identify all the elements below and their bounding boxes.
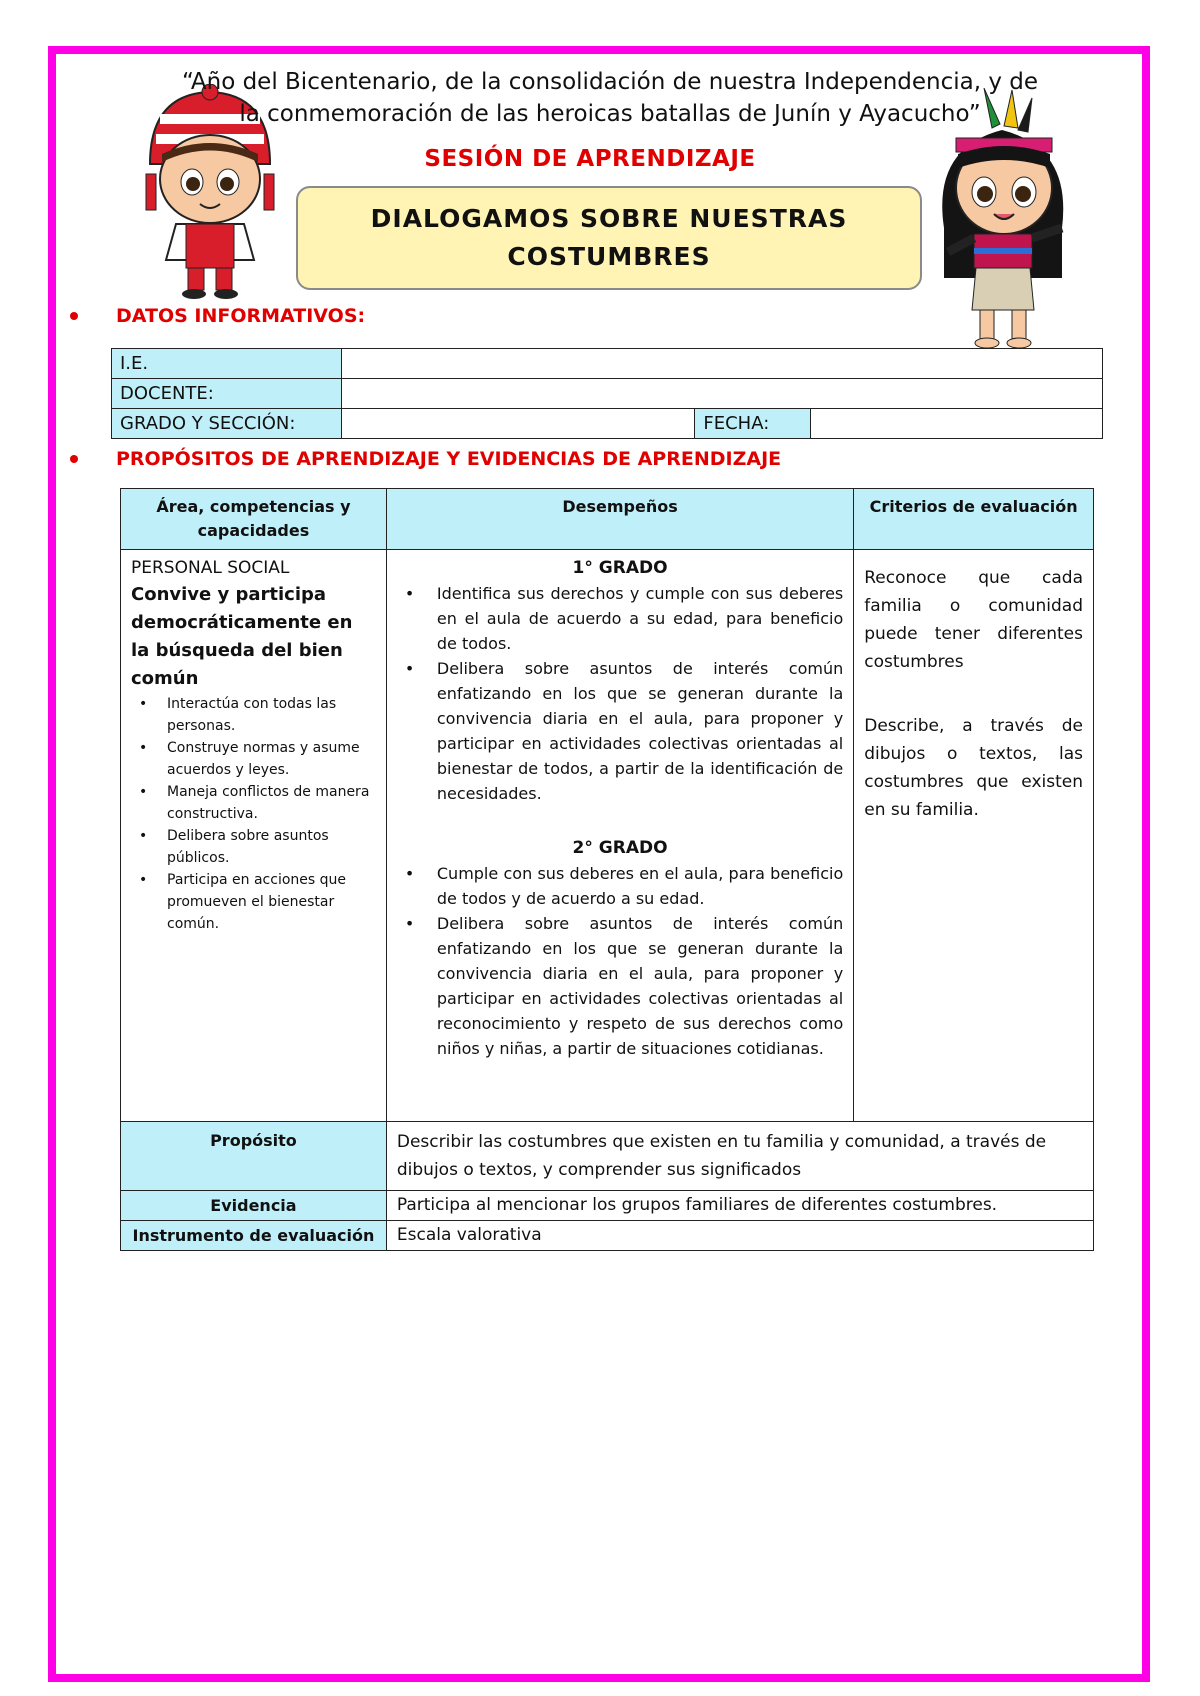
col-header-desempenos: Desempeños — [386, 489, 853, 550]
grado-field[interactable] — [341, 409, 695, 439]
datos-heading-text: DATOS INFORMATIVOS: — [116, 305, 366, 327]
propositos-heading-text: PROPÓSITOS DE APRENDIZAJE Y EVIDENCIAS DE APRENDIZAJE — [116, 448, 782, 470]
evidencia-text: Participa al mencionar los grupos familiares de diferentes costumbres. — [386, 1191, 1093, 1221]
ie-field[interactable] — [341, 349, 1102, 379]
area-cell — [121, 550, 387, 1122]
col-header-criterios: Criterios de evaluación — [854, 489, 1094, 550]
list-item: • Maneja conflictos de manera constructiva. — [131, 781, 376, 825]
list-item: • Delibera sobre asuntos de interés común enfatizando en los que se generan durante la convivencia diaria en el aula, para proponer y participar en actividades colectivas orientadas al reconocimiento y respeto de sus derechos como niños y niñas, a partir de situaciones cotidianas. — [397, 911, 843, 1061]
list-item: • Delibera sobre asuntos públicos. — [131, 825, 376, 869]
datos-heading — [70, 305, 365, 327]
competencia-name: Convive y participa democráticamente en la búsqueda del bien común — [131, 584, 353, 689]
criterio-1: Reconoce que cada familia o comunidad puede tener diferentes costumbres — [864, 568, 1083, 672]
motto-line-1: “Año del Bicentenario, de la consolidación de nuestra Independencia, y de — [181, 69, 1039, 95]
instrumento-text: Escala valorativa — [386, 1221, 1093, 1251]
fecha-label: FECHA: — [695, 409, 811, 439]
table-row — [121, 1221, 1094, 1251]
grado-label: GRADO Y SECCIÓN: — [112, 409, 342, 439]
propositos-table — [120, 488, 1094, 1251]
table-row — [121, 550, 1094, 1122]
table-header-row — [121, 489, 1094, 550]
bullet-icon — [70, 455, 78, 463]
docente-field[interactable] — [341, 379, 1102, 409]
grado1-title: 1° GRADO — [572, 558, 668, 578]
proposito-text: Describir las costumbres que existen en tu familia y comunidad, a través de dibujos o textos, y comprender sus significados — [386, 1122, 1093, 1191]
session-title: SESIÓN DE APRENDIZAJE — [424, 146, 756, 172]
instrumento-label: Instrumento de evaluación — [121, 1221, 387, 1251]
lesson-title-line-2: COSTUMBRES — [507, 242, 711, 271]
docente-label: DOCENTE: — [112, 379, 342, 409]
grado2-list — [397, 861, 843, 1061]
list-item: • Participa en acciones que promueven el bienestar común. — [131, 869, 376, 935]
criterio-2: Describe, a través de dibujos o textos, las costumbres que existen en su familia. — [864, 716, 1083, 820]
motto-line-2: la conmemoración de las heroicas batallas de Junín y Ayacucho” — [239, 101, 981, 127]
col-header-area: Área, competencias y capacidades — [121, 489, 387, 550]
year-motto — [140, 66, 1080, 130]
table-row — [121, 1191, 1094, 1221]
ie-label: I.E. — [112, 349, 342, 379]
capacidades-list — [131, 693, 376, 935]
lesson-title-box — [296, 186, 922, 290]
table-row — [112, 349, 1103, 379]
table-row — [112, 379, 1103, 409]
propositos-heading — [70, 448, 781, 470]
list-item: • Identifica sus derechos y cumple con sus deberes en el aula de acuerdo a su edad, para beneficio de todos. — [397, 581, 843, 656]
list-item: • Cumple con sus deberes en el aula, para beneficio de todos y de acuerdo a su edad. — [397, 861, 843, 911]
list-item: • Delibera sobre asuntos de interés común enfatizando en los que se generan durante la convivencia diaria en el aula, para proponer y participar en actividades colectivas orientadas al bienestar de todos, a partir de la identificación de necesidades. — [397, 656, 843, 806]
evidencia-label: Evidencia — [121, 1191, 387, 1221]
desempenos-cell — [386, 550, 853, 1122]
fecha-field[interactable] — [811, 409, 1103, 439]
area-name: PERSONAL SOCIAL — [131, 558, 290, 578]
lesson-title-line-1: DIALOGAMOS SOBRE NUESTRAS — [370, 204, 848, 233]
table-row — [121, 1122, 1094, 1191]
grado2-title: 2° GRADO — [572, 838, 668, 858]
datos-table — [111, 348, 1103, 439]
proposito-label: Propósito — [121, 1122, 387, 1191]
grado1-list — [397, 581, 843, 806]
list-item: • Construye normas y asume acuerdos y leyes. — [131, 737, 376, 781]
list-item: • Interactúa con todas las personas. — [131, 693, 376, 737]
bullet-icon — [70, 312, 78, 320]
table-row — [112, 409, 1103, 439]
criterios-cell — [854, 550, 1094, 1122]
